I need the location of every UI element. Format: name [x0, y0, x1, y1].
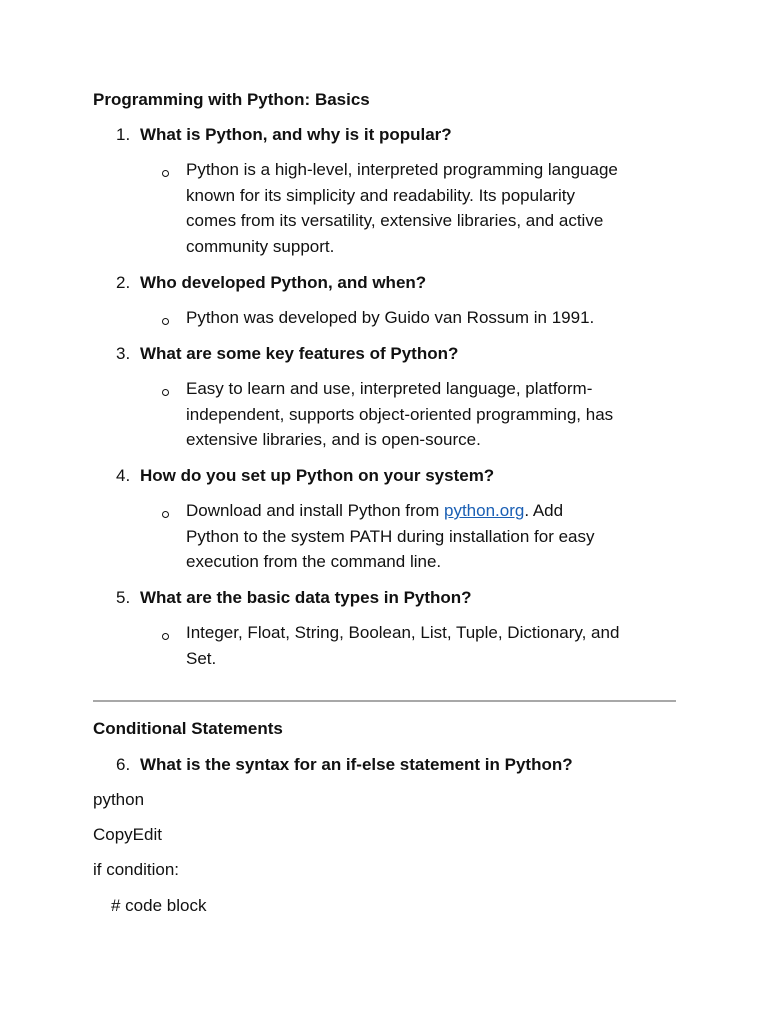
answer-line: independent, supports object-oriented programming, has	[186, 404, 614, 424]
code-line: if condition:	[93, 860, 179, 879]
hollow-bullet-icon	[162, 318, 169, 325]
question-text: What are some key features of Python?	[140, 344, 459, 363]
hollow-bullet-icon	[162, 633, 169, 640]
hollow-bullet-icon	[162, 511, 169, 518]
hollow-bullet-icon	[162, 389, 169, 396]
answer-text	[186, 157, 676, 259]
python-org-link[interactable]: python.org	[443, 501, 525, 520]
answer-text	[186, 305, 676, 331]
answer-line: community support.	[186, 236, 335, 256]
section-title-conditional: Conditional Statements	[93, 719, 283, 738]
answer-suffix: . Add	[524, 501, 564, 520]
code-line: # code block	[111, 896, 207, 915]
hollow-bullet-icon	[162, 170, 169, 177]
question-text: What is Python, and why is it popular?	[140, 125, 452, 144]
answer-line-with-link	[186, 498, 676, 524]
answer-line: Python was developed by Guido van Rossum in 1991.	[186, 308, 595, 327]
answer-text	[186, 376, 676, 453]
question-text: How do you set up Python on your system?	[140, 466, 495, 485]
answer-prefix: Download and install Python from	[186, 501, 444, 520]
item-number: 6.	[116, 755, 131, 774]
answer-line: execution from the command line.	[186, 552, 442, 572]
code-language-label: python	[93, 790, 145, 809]
item-number: 1.	[116, 125, 131, 144]
answer-text	[186, 498, 676, 575]
item-number: 2.	[116, 273, 131, 292]
answer-line: Python is a high-level, interpreted programming language	[186, 160, 618, 179]
answer-line: known for its simplicity and readability. Its popularity	[186, 185, 575, 205]
horizontal-divider	[93, 700, 676, 702]
question-text: What is the syntax for an if-else statement in Python?	[140, 755, 573, 774]
answer-line: comes from its versatility, extensive libraries, and active	[186, 211, 604, 231]
answer-line: Integer, Float, String, Boolean, List, Tuple, Dictionary, and	[186, 623, 620, 642]
answer-line: Python to the system PATH during installation for easy	[186, 526, 595, 546]
answer-line: extensive libraries, and is open-source.	[186, 430, 481, 450]
answer-line: Easy to learn and use, interpreted language, platform-	[186, 379, 593, 398]
item-number: 5.	[116, 588, 131, 607]
item-number: 3.	[116, 344, 131, 363]
section-title-basics: Programming with Python: Basics	[93, 90, 370, 109]
answer-text	[186, 620, 676, 671]
item-number: 4.	[116, 466, 131, 485]
copy-edit-label[interactable]: CopyEdit	[93, 825, 162, 844]
question-text: Who developed Python, and when?	[140, 273, 427, 292]
question-text: What are the basic data types in Python?	[140, 588, 472, 607]
answer-line: Set.	[186, 648, 217, 668]
